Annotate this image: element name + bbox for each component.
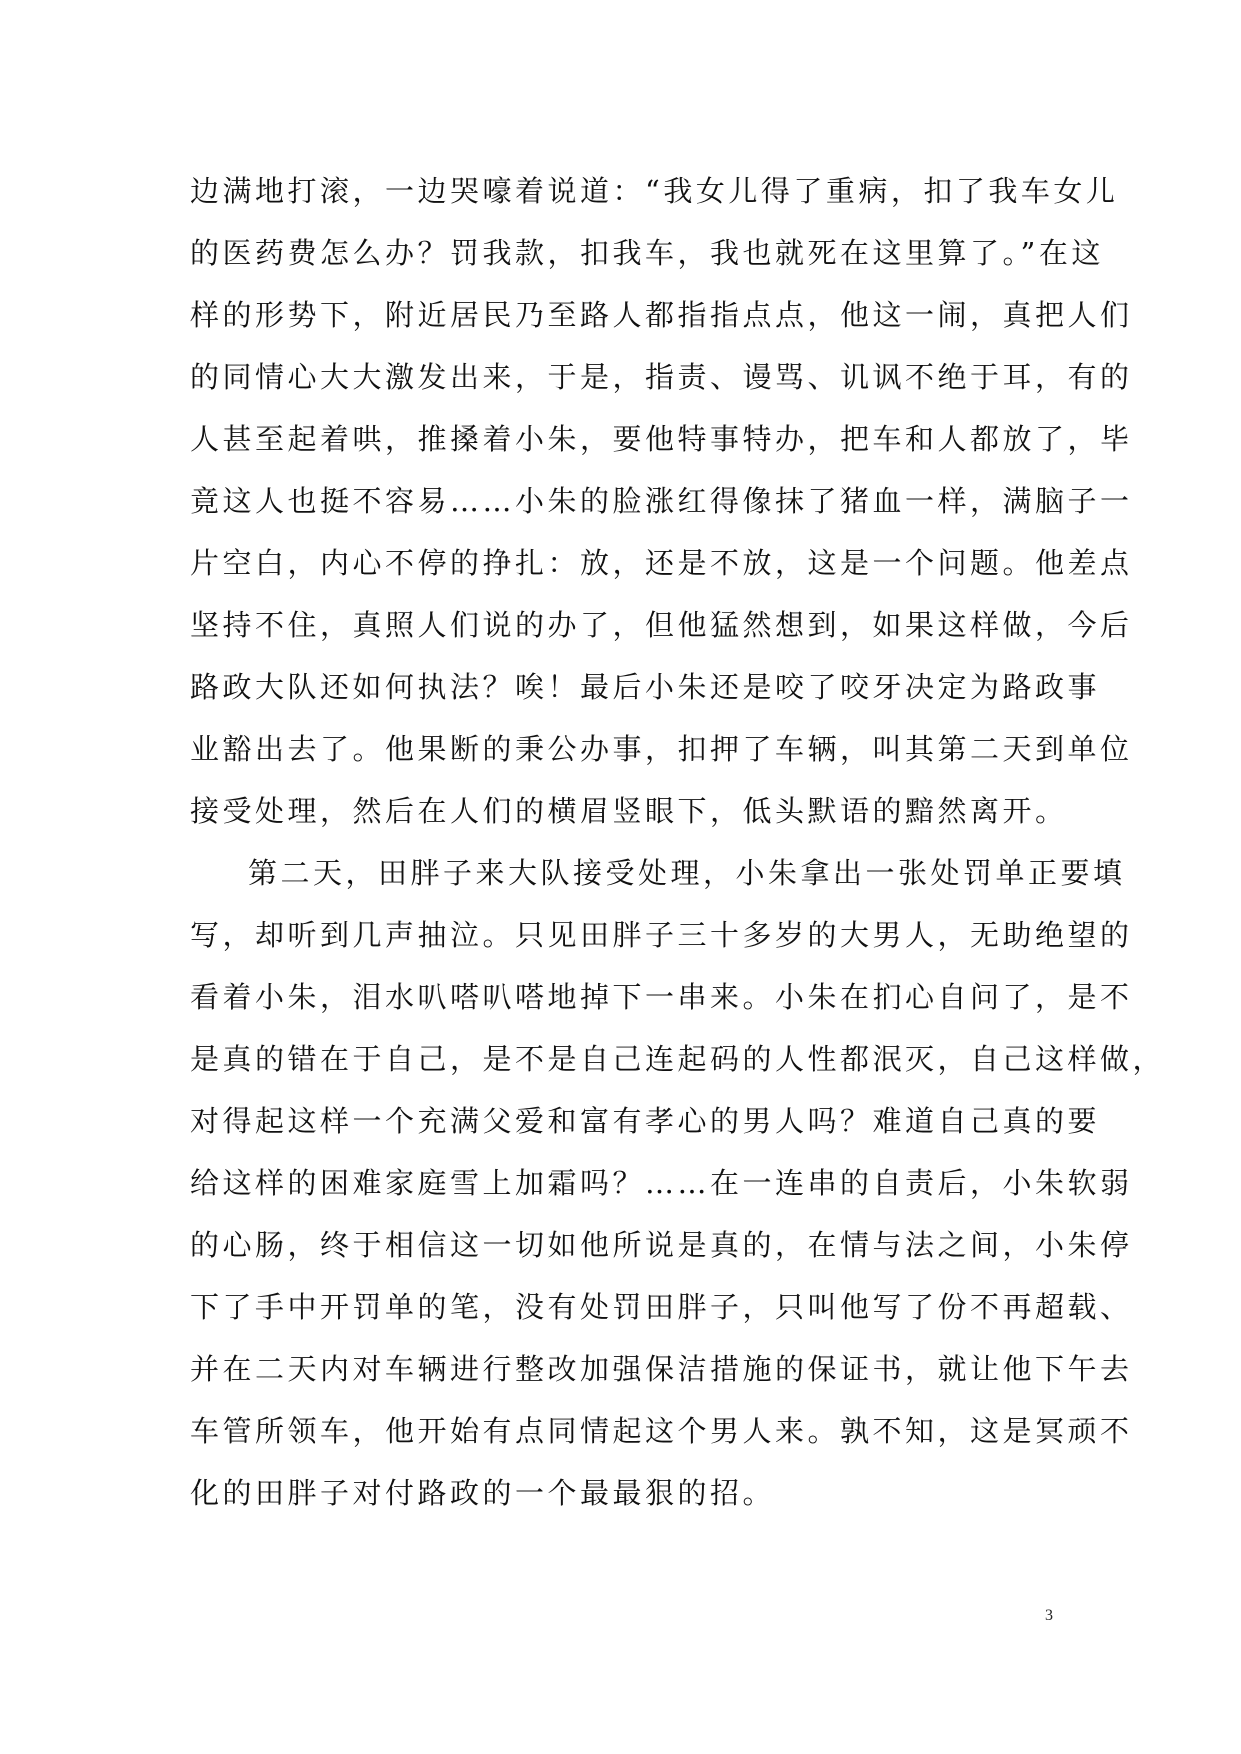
text-line: 边满地打滚，一边哭嚎着说道：“我女儿得了重病，扣了我车女儿 — [190, 174, 1119, 208]
text-line: 片空白，内心不停的挣扎：放，还是不放，这是一个问题。他差点 — [190, 546, 1133, 580]
body-text — [190, 160, 1166, 1524]
text-line: 坚持不住，真照人们说的办了，但他猛然想到，如果这样做，今后 — [190, 608, 1133, 642]
text-line: 车管所领车，他开始有点同情起这个男人来。孰不知，这是冥顽不 — [190, 1414, 1133, 1448]
text-line: 路政大队还如何执法？唉！最后小朱还是咬了咬牙决定为路政事 — [190, 670, 1101, 704]
text-line: 看着小朱，泪水叭嗒叭嗒地掉下一串来。小朱在扪心自问了，是不 — [190, 980, 1133, 1014]
text-line: 化的田胖子对付路政的一个最最狠的招。 — [190, 1476, 776, 1510]
text-line: 的医药费怎么办？罚我款，扣我车，我也就死在这里算了。”在这 — [190, 236, 1104, 270]
text-line: 业豁出去了。他果断的秉公办事，扣押了车辆，叫其第二天到单位 — [190, 732, 1133, 766]
paragraph-start-line: 第二天，田胖子来大队接受处理，小朱拿出一张处罚单正要填 — [248, 856, 1126, 890]
text-line: 样的形势下，附近居民乃至路人都指指点点，他这一闹，真把人们 — [190, 298, 1133, 332]
page-number: 3 — [1045, 1607, 1053, 1624]
text-line: 接受处理，然后在人们的横眉竖眼下，低头默语的黯然离开。 — [190, 794, 1068, 828]
text-line: 下了手中开罚单的笔，没有处罚田胖子，只叫他写了份不再超载、 — [190, 1290, 1133, 1324]
text-line: 写，却听到几声抽泣。只见田胖子三十多岁的大男人，无助绝望的 — [190, 918, 1133, 952]
text-line: 竟这人也挺不容易……小朱的脸涨红得像抹了猪血一样，满脑子一 — [190, 484, 1133, 518]
text-line: 是真的错在于自己，是不是自己连起码的人性都泯灭，自己这样做， — [190, 1042, 1166, 1076]
text-line: 给这样的困难家庭雪上加霜吗？……在一连串的自责后，小朱软弱 — [190, 1166, 1133, 1200]
text-line: 并在二天内对车辆进行整改加强保洁措施的保证书，就让他下午去 — [190, 1352, 1133, 1386]
text-line: 的同情心大大激发出来，于是，指责、谩骂、讥讽不绝于耳，有的 — [190, 360, 1133, 394]
text-line: 的心肠，终于相信这一切如他所说是真的，在情与法之间，小朱停 — [190, 1228, 1133, 1262]
text-line: 人甚至起着哄，推搡着小朱，要他特事特办，把车和人都放了，毕 — [190, 422, 1133, 456]
text-line: 对得起这样一个充满父爱和富有孝心的男人吗？难道自己真的要 — [190, 1104, 1101, 1138]
